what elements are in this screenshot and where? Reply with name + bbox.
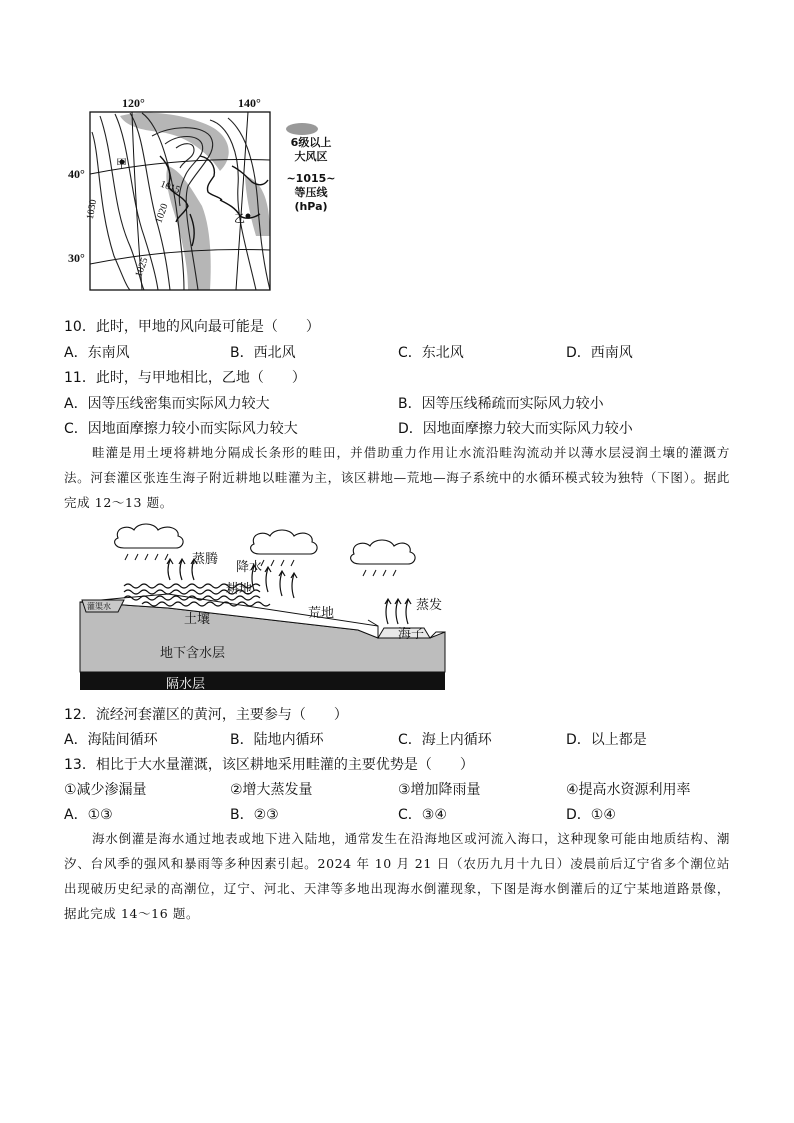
map-point-yi: 乙 [234, 213, 245, 225]
q11-option-b[interactable]: B．因等压线稀疏而实际风力较小 [398, 396, 604, 412]
legend-isobar-line2: (hPa) [294, 200, 328, 213]
diagram-label-canal: 灌渠水 [87, 602, 111, 611]
q10-option-b[interactable]: B．西北风 [230, 345, 296, 361]
diagram-label-evaporation: 蒸发 [416, 598, 443, 613]
map-legend [276, 136, 346, 214]
diagram-label-aquiclude: 隔水层 [166, 677, 206, 692]
question-12-stem: 12．流经河套灌区的黄河，主要参与（ ） [64, 707, 348, 723]
q12-option-a[interactable]: A．海陆间循环 [64, 732, 158, 748]
diagram-label-lake: 海子 [398, 627, 425, 642]
q13-item-1: ①减少渗漏量 [64, 782, 147, 798]
isobar-label-1020: 1020 [153, 202, 171, 225]
diagram-label-aquifer: 地下含水层 [160, 646, 226, 661]
legend-wind-swatch [286, 123, 318, 135]
q13-option-d[interactable]: D．①④ [566, 807, 616, 823]
diagram-label-wasteland: 荒地 [308, 606, 335, 621]
diagram-label-transpiration: 蒸腾 [192, 552, 219, 567]
legend-isobar-line1: 等压线 [294, 186, 328, 199]
q12-option-b[interactable]: B．陆地内循环 [230, 732, 324, 748]
legend-wind-line2: 大风区 [294, 150, 328, 163]
cloud-middle [251, 530, 317, 554]
q13-option-c[interactable]: C．③④ [398, 807, 447, 823]
q10-option-d[interactable]: D．西南风 [566, 345, 633, 361]
q11-option-c[interactable]: C．因地面摩擦力较小而实际风力较大 [64, 421, 298, 437]
q12-option-c[interactable]: C．海上内循环 [398, 732, 492, 748]
passage-basin-irrigation: 畦灌是用土埂将耕地分隔成长条形的畦田，并借助重力作用让水流沿畦沟流动并以薄水层浸润土壤的灌溉方法。河套灌区张连生海子附近耕地以畦灌为主，该区耕地—荒地—海子系统中的水循环模式较为独特（下图）。据此完成 12～13 题。 [64, 445, 730, 510]
map-lon-140: 140° [238, 96, 261, 110]
legend-isobar-sample: ~1015~ [286, 172, 336, 185]
map-point-jia: 甲 [116, 158, 127, 170]
point-yi-marker [246, 214, 251, 219]
q13-item-2: ②增大蒸发量 [230, 782, 313, 798]
q10-option-c[interactable]: C．东北风 [398, 345, 464, 361]
water-cycle-svg [78, 520, 448, 695]
passage-seawater-intrusion: 海水倒灌是海水通过地表或地下进入陆地，通常发生在沿海地区或河流入海口，这种现象可能由地质结构、潮汐、台风季的强风和暴雨等多种因素引起。2024 年 10 月 21 日（农历九月十九日）凌晨前后辽宁省多个潮位站出现破历史纪录的高潮位，辽宁、河北、天津等多地出现海水倒灌现象，下图是海水倒灌后的辽宁某地道路景像，据此完成 14～16 题。 [64, 831, 730, 921]
map-lat-40: 40° [68, 167, 85, 181]
water-cycle-diagram [78, 520, 448, 695]
legend-wind-line1: 6级以上 [290, 136, 332, 149]
q13-option-b[interactable]: B．②③ [230, 807, 279, 823]
q13-item-4: ④提高水资源利用率 [566, 782, 691, 798]
q11-option-d[interactable]: D．因地面摩擦力较大而实际风力较小 [398, 421, 633, 437]
map-lon-120: 120° [122, 96, 145, 110]
aquiclude-layer [80, 672, 445, 690]
cloud-left [115, 524, 183, 548]
cloud-right [351, 540, 415, 564]
q13-item-3: ③增加降雨量 [398, 782, 481, 798]
q13-option-a[interactable]: A．①③ [64, 807, 113, 823]
diagram-label-cropland: 耕地 [226, 582, 253, 597]
diagram-label-soil: 土壤 [184, 612, 211, 627]
question-13-stem: 13．相比于大水量灌溉，该区耕地采用畦灌的主要优势是（ ） [64, 757, 474, 773]
isobar-line [176, 144, 194, 168]
question-10-stem: 10．此时，甲地的风向最可能是（ ） [64, 319, 320, 335]
q11-option-a[interactable]: A．因等压线密集而实际风力较大 [64, 396, 270, 412]
diagram-label-precipitation: 降水 [236, 560, 263, 575]
isobar-label-1030: 1030 [84, 198, 100, 221]
map-content [90, 112, 270, 290]
question-11-stem: 11．此时，与甲地相比，乙地（ ） [64, 370, 306, 386]
isobar-label-1025: 1025 [133, 256, 151, 279]
q12-option-d[interactable]: D．以上都是 [566, 732, 647, 748]
map-lat-30: 30° [68, 251, 85, 265]
q10-option-a[interactable]: A．东南风 [64, 345, 130, 361]
isobar-label-1015: 1015 [158, 178, 182, 197]
